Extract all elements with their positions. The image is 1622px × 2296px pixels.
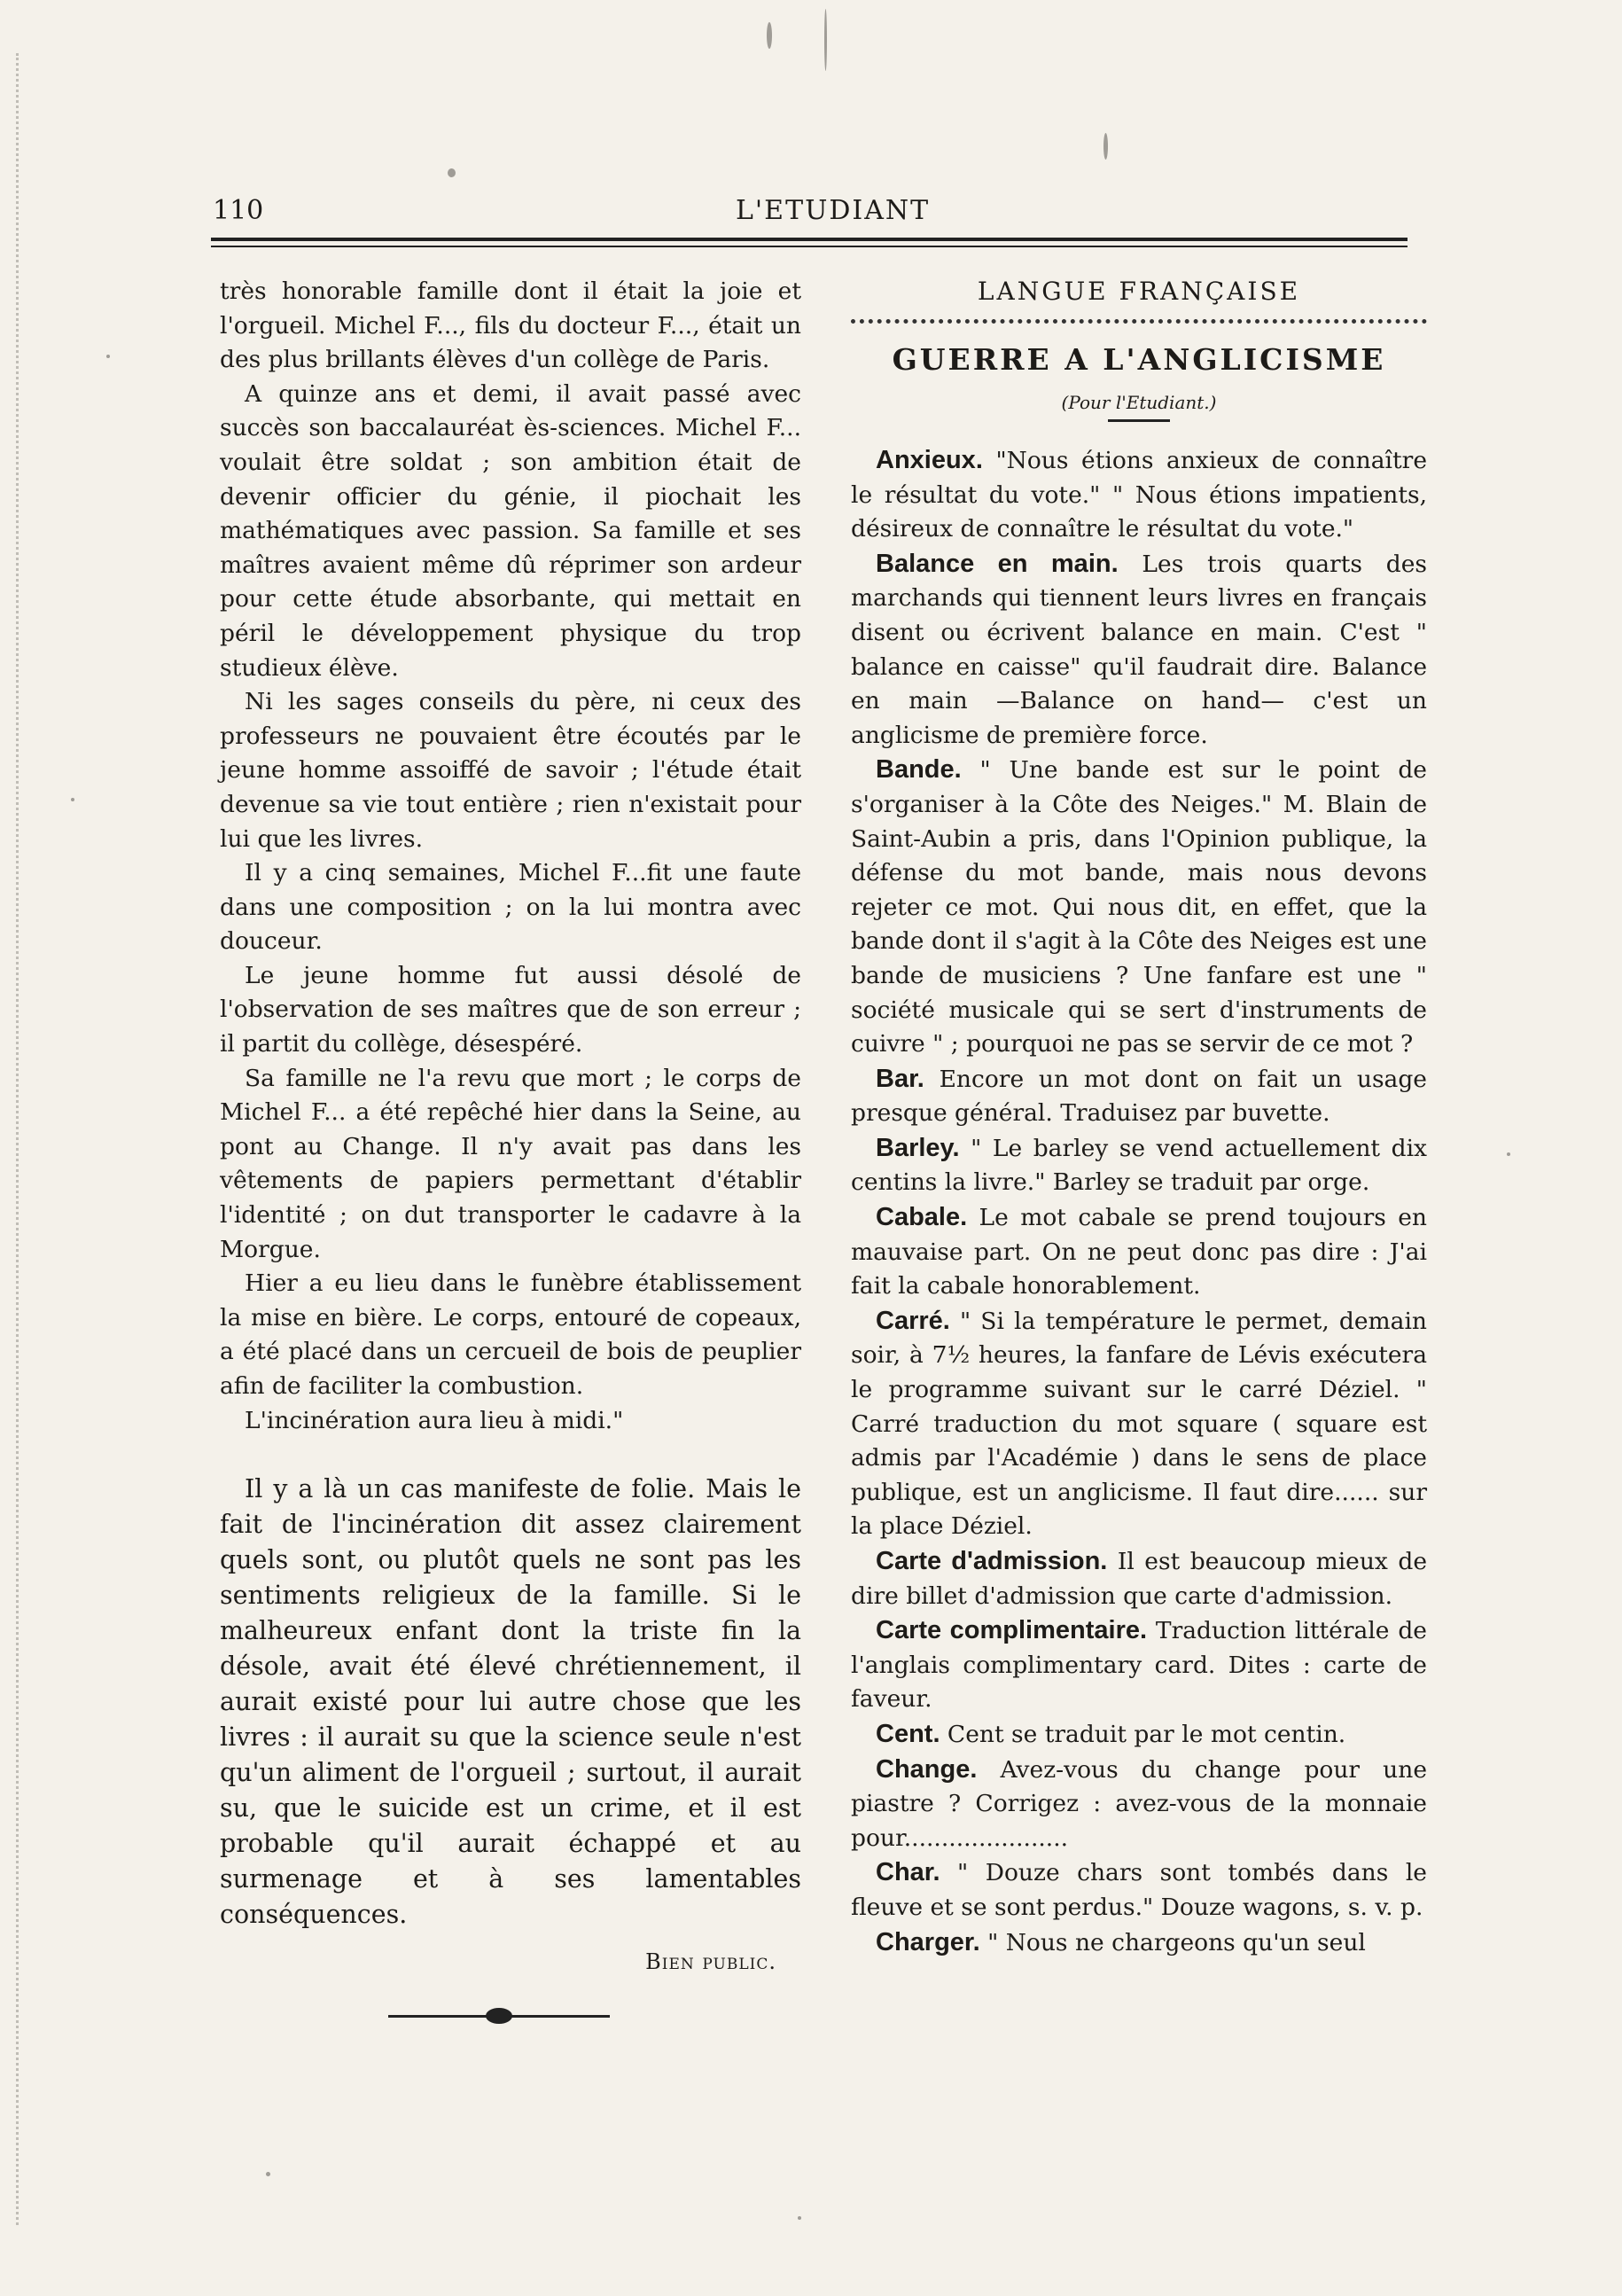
entry-term: Carré. xyxy=(876,1306,950,1335)
glossary-entry xyxy=(851,1925,1427,1961)
entry-text: " Une bande est sur le point de s'organiser à la Côte des Neiges." M. Blain de Saint-Aubin a pris, dans l'Opinion publique, la défense du mot bande, mais nous devons rejeter ce mot. Qui nous dit, en effet, que la bande dont il s'agit à la Côte des Neiges est une bande de musiciens ? Une fanfare est une " société musicale qui se sert d'instruments de cuivre " ; pourquoi ne pas se servir de ce mot ? xyxy=(851,756,1427,1058)
commentary-paragraph: Il y a là un cas manifeste de folie. Mais le fait de l'incinération dit assez clairement quels sont, ou plutôt quels ne sont pas les sentiments religieux de la famille. Si le malheureux enfant dont la triste fin la désole, avait été élevé chrétiennement, il aurait existé pour lui autre chose que les livres : il aurait su que la science seule n'est qu'un aliment de l'orgueil ; surtout, il aurait su, que le suicide est un crime, et il est probable qu'il aurait échappé et au surmenage et à ses lamentables conséquences. xyxy=(220,1474,801,1930)
glossary-entry xyxy=(851,753,1427,1061)
entry-term: Bande. xyxy=(876,755,962,785)
left-column xyxy=(220,275,801,2036)
glossary-entry xyxy=(851,1613,1427,1717)
glossary-entry xyxy=(851,547,1427,754)
entry-term: Carte complimentaire. xyxy=(876,1616,1148,1645)
entry-text: Cent se traduit par le mot centin. xyxy=(940,1720,1346,1748)
entry-term: Cabale. xyxy=(876,1203,968,1232)
paragraph: Sa famille ne l'a revu que mort ; le corps de Michel F... a été repêché hier dans la Seine, au pont au Change. Il n'y avait pas dans les vêtements de papiers permettant d'établir l'identité ; on dut transporter le cadavre à la Morgue. xyxy=(220,1064,801,1263)
entry-text: Encore un mot dont on fait un usage presque général. Traduisez par buvette. xyxy=(851,1065,1427,1128)
page-edge-stain xyxy=(16,53,54,2225)
running-title: L'ETUDIANT xyxy=(736,195,931,226)
dotted-rule xyxy=(851,319,1427,329)
entry-text: Traduction littérale de l'anglais complimentary card. Dites : carte de faveur. xyxy=(851,1617,1427,1714)
right-column xyxy=(851,275,1427,1960)
entry-term: Change. xyxy=(876,1754,978,1784)
entry-text: " Le barley se vend actuellement dix centins la livre." Barley se traduit par orge. xyxy=(851,1134,1427,1197)
article-title: GUERRE A L'ANGLICISME xyxy=(892,342,1386,377)
glossary-entry xyxy=(851,1544,1427,1613)
entry-text: Les trois quarts des marchands qui tiennent leurs livres en français disent ou écrivent balance en main. C'est " balance en caisse" qu'il faudrait dire. Balance en main —Balance on hand— c'est un anglicisme de première force. xyxy=(851,550,1427,749)
section-heading: LANGUE FRANÇAISE xyxy=(977,277,1301,306)
entry-term: Cent. xyxy=(876,1719,940,1748)
paragraph: Hier a eu lieu dans le funèbre établissement la mise en bière. Le corps, entouré de copeaux, a été placé dans un cercueil de bois de peuplier afin de faciliter la combustion. xyxy=(220,1269,801,1400)
page-number: 110 xyxy=(213,195,264,226)
paragraph: Il y a cinq semaines, Michel F...fit une faute dans une composition ; on la lui montra avec douceur. xyxy=(220,859,801,956)
glossary-entry xyxy=(851,443,1427,547)
glossary-entry xyxy=(851,1304,1427,1544)
entry-term: Balance en main. xyxy=(876,549,1119,578)
paragraph: Le jeune homme fut aussi désolé de l'observation de ses maîtres que de son erreur ; il partit du collège, désespéré. xyxy=(220,961,801,1058)
spacer xyxy=(220,1438,801,1472)
header-rule xyxy=(211,238,1408,241)
entry-text: " Nous ne chargeons qu'un seul xyxy=(979,1928,1366,1956)
entries-list xyxy=(851,443,1427,1960)
glossary-entry xyxy=(851,1131,1427,1200)
source-credit: Bien public. xyxy=(645,1949,776,1975)
header-rule-thin xyxy=(211,246,1408,247)
glossary-entry xyxy=(851,1200,1427,1304)
glossary-entry xyxy=(851,1062,1427,1131)
ornament-dot xyxy=(486,2008,512,2024)
byline: (Pour l'Etudiant.) xyxy=(1061,392,1217,413)
entry-text: " Si la température le permet, demain soir, à 7½ heures, la fanfare de Lévis exécutera le programme suivant sur le carré Déziel. " Carré traduction du mot square ( square est admis par l'Académie ) dans le sens de place publique, est un anglicisme. Il faut dire...... sur la place Déziel. xyxy=(851,1307,1427,1541)
entry-term: Bar. xyxy=(876,1064,924,1093)
entry-term: Charger. xyxy=(876,1927,980,1956)
entry-text: " Douze chars sont tombés dans le fleuve et se sont perdus." Douze wagons, s. v. p. xyxy=(851,1859,1427,1921)
paragraph: A quinze ans et demi, il avait passé avec succès son baccalauréat ès-sciences. Michel F... voulait être soldat ; son ambition était de devenir officier du génie, il piochait les mathématiques avec passion. Sa famille et ses maîtres avaient même dû réprimer son ardeur pour cette étude absorbante, qui mettait en péril le développement physique du trop studieux élève. xyxy=(220,379,801,682)
entry-term: Char. xyxy=(876,1858,940,1887)
glossary-entry xyxy=(851,1855,1427,1925)
paragraph: Ni les sages conseils du père, ni ceux des professeurs ne pouvaient être écoutés par le jeune homme assoiffé de savoir ; l'étude était devenue sa vie tout entière ; rien n'existait pour lui que les livres. xyxy=(220,688,801,853)
title-rule xyxy=(1108,419,1170,422)
paragraph: très honorable famille dont il était la joie et l'orgueil. Michel F..., fils du docteur F..., était un des plus brillants élèves d'un collège de Paris. xyxy=(220,277,801,374)
entry-text: Avez-vous du change pour une piastre ? Corrigez : avez-vous de la monnaie pour...................... xyxy=(851,1755,1427,1852)
glossary-entry xyxy=(851,1753,1427,1856)
entry-term: Anxieux. xyxy=(876,446,983,474)
glossary-entry xyxy=(851,1717,1427,1753)
entry-text: "Nous étions anxieux de connaître le résultat du vote." " Nous étions impatients, désireux de connaître le résultat du vote." xyxy=(851,447,1427,543)
entry-text: Le mot cabale se prend toujours en mauvaise part. On ne peut donc pas dire : J'ai fait la cabale honorablement. xyxy=(851,1204,1427,1300)
entry-text: Il est beaucoup mieux de dire billet d'admission que carte d'admission. xyxy=(851,1548,1428,1610)
paragraph: L'incinération aura lieu à midi." xyxy=(245,1406,624,1434)
end-ornament xyxy=(220,1997,801,2036)
entry-term: Carte d'admission. xyxy=(876,1547,1108,1575)
entry-term: Barley. xyxy=(876,1133,960,1162)
